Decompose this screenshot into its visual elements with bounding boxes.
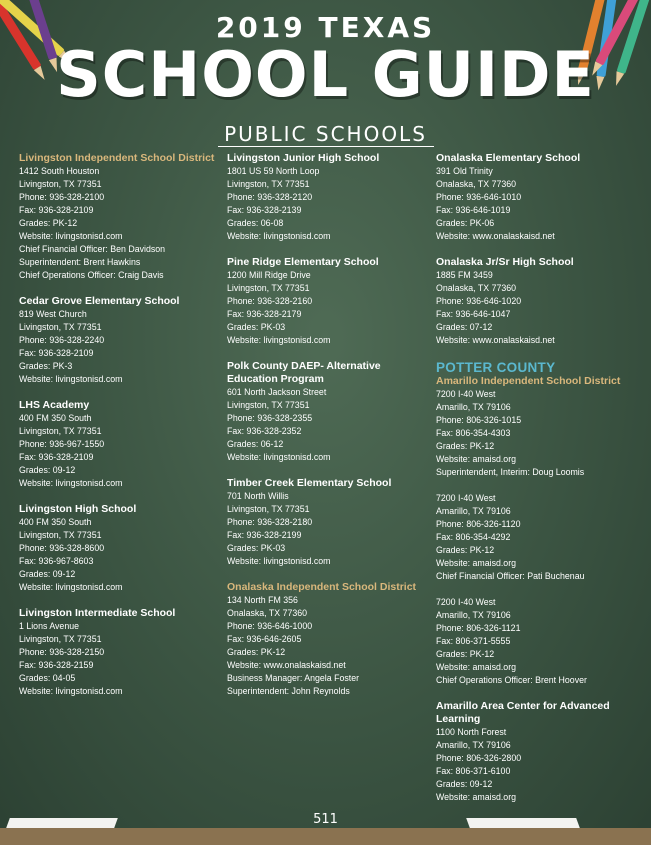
entry-detail-line: Phone: 936-328-2355 — [227, 413, 313, 423]
school-name: Cedar Grove Elementary School — [19, 295, 180, 307]
school-name: LHS Academy — [19, 399, 90, 411]
school-entry — [19, 152, 224, 282]
school-name: Amarillo Area Center for Advanced Learning — [436, 700, 610, 725]
entry-detail-line: Fax: 936-328-2109 — [19, 452, 94, 462]
entry-detail-line: 1100 North Forest — [436, 727, 507, 737]
chalkboard-ledge — [0, 828, 651, 845]
entry-detail-line: Livingston, TX 77351 — [19, 634, 102, 644]
entry-detail-line: Grades: 07-12 — [436, 322, 493, 332]
entry-detail-line: Phone: 936-646-1020 — [436, 296, 522, 306]
entry-detail-line: Grades: PK-12 — [436, 441, 495, 451]
entry-detail-line: Phone: 936-328-2240 — [19, 335, 105, 345]
district-name: Amarillo Independent School District — [436, 375, 621, 387]
entry-detail-line: Website: livingstonisd.com — [227, 452, 331, 462]
entry-detail-line: Chief Financial Officer: Pati Buchenau — [436, 571, 585, 581]
entry-detail-line: Fax: 806-354-4303 — [436, 428, 511, 438]
entry-detail-line: Amarillo, TX 79106 — [436, 610, 511, 620]
school-entry — [436, 596, 641, 687]
entry-detail-line: Amarillo, TX 79106 — [436, 402, 511, 412]
entry-detail-line: Phone: 806-326-1121 — [436, 623, 521, 633]
entry-detail-line: Chief Financial Officer: Ben Davidson — [19, 244, 166, 254]
column-3 — [436, 152, 641, 817]
entry-detail-line: Onalaska, TX 77360 — [436, 179, 517, 189]
entry-detail-line: Amarillo, TX 79106 — [436, 740, 511, 750]
entry-detail-line: Grades: 09-12 — [19, 465, 76, 475]
entry-detail-line: Website: livingstonisd.com — [227, 231, 331, 241]
page-number: 511 — [313, 812, 338, 827]
entry-detail-line: Livingston, TX 77351 — [19, 179, 102, 189]
school-entry — [19, 399, 224, 490]
school-entry — [19, 295, 224, 386]
county-heading: POTTER COUNTY — [436, 360, 556, 375]
entry-detail-line: Phone: 806-326-1120 — [436, 519, 521, 529]
section-subtitle: PUBLIC SCHOOLS — [224, 122, 427, 146]
entry-detail-line: Website: amaisd.org — [436, 558, 517, 568]
entry-detail-line: Grades: PK-12 — [227, 647, 286, 657]
entry-detail-line: Grades: 06-12 — [227, 439, 284, 449]
entry-detail-line: 1412 South Houston — [19, 166, 100, 176]
entry-detail-line: 391 Old Trinity — [436, 166, 493, 176]
school-entry — [436, 256, 641, 347]
entry-detail-line: Fax: 936-328-2352 — [227, 426, 302, 436]
subtitle-underline — [218, 146, 434, 147]
school-name: Livingston Junior High School — [227, 152, 380, 164]
entry-detail-line: Onalaska, TX 77360 — [436, 283, 517, 293]
entry-detail-line: Website: livingstonisd.com — [19, 582, 123, 592]
school-name: Onalaska Jr/Sr High School — [436, 256, 574, 268]
entry-detail-line: 601 North Jackson Street — [227, 387, 327, 397]
chalk-piece-left — [6, 818, 118, 828]
entry-detail-line: Chief Operations Officer: Brent Hoover — [436, 675, 587, 685]
entry-detail-line: Website: livingstonisd.com — [19, 374, 123, 384]
entry-detail-line: 7200 I-40 West — [436, 493, 496, 503]
entry-detail-line: 7200 I-40 West — [436, 597, 496, 607]
entry-detail-line: Grades: 09-12 — [436, 779, 493, 789]
entry-detail-line: Website: www.onalaskaisd.net — [436, 231, 555, 241]
entry-detail-line: Phone: 806-326-1015 — [436, 415, 522, 425]
school-entry — [436, 492, 641, 583]
entry-detail-line: Chief Operations Officer: Craig Davis — [19, 270, 164, 280]
entry-detail-line: Fax: 936-328-2159 — [19, 660, 94, 670]
school-name: Livingston High School — [19, 503, 137, 515]
entry-detail-line: Phone: 936-967-1550 — [19, 439, 105, 449]
entry-detail-line: 7200 I-40 West — [436, 389, 496, 399]
school-entry — [227, 360, 432, 464]
school-entry — [436, 360, 641, 479]
entry-detail-line: Phone: 936-328-8600 — [19, 543, 105, 553]
entry-detail-line: Fax: 936-646-1047 — [436, 309, 511, 319]
entry-detail-line: Livingston, TX 77351 — [19, 426, 102, 436]
entry-detail-line: Amarillo, TX 79106 — [436, 506, 511, 516]
entry-detail-line: Grades: PK-12 — [436, 545, 495, 555]
entry-detail-line: Livingston, TX 77351 — [19, 530, 102, 540]
school-name: Pine Ridge Elementary School — [227, 256, 379, 268]
entry-detail-line: Website: livingstonisd.com — [19, 478, 123, 488]
entry-detail-line: Fax: 936-328-2109 — [19, 205, 94, 215]
entry-detail-line: 400 FM 350 South — [19, 517, 92, 527]
entry-detail-line: Grades: 09-12 — [19, 569, 76, 579]
entry-detail-line: Phone: 936-646-1010 — [436, 192, 522, 202]
entry-detail-line: Fax: 936-328-2109 — [19, 348, 94, 358]
chalk-piece-right — [466, 818, 580, 828]
school-entry — [19, 607, 224, 698]
district-name: Onalaska Independent School District — [227, 581, 417, 593]
entry-detail-line: Grades: PK-3 — [19, 361, 73, 371]
entry-detail-line: Phone: 936-328-2100 — [19, 192, 105, 202]
school-name: Onalaska Elementary School — [436, 152, 581, 164]
entry-detail-line: Grades: PK-03 — [227, 322, 286, 332]
entry-detail-line: Website: amaisd.org — [436, 662, 517, 672]
entry-detail-line: Livingston, TX 77351 — [227, 283, 310, 293]
entry-detail-line: Website: www.onalaskaisd.net — [227, 660, 346, 670]
entry-detail-line: Phone: 806-326-2800 — [436, 753, 522, 763]
entry-detail-line: Phone: 936-328-2120 — [227, 192, 313, 202]
school-entry — [227, 477, 432, 568]
entry-detail-line: Grades: 04-05 — [19, 673, 76, 683]
entry-detail-line: Website: www.onalaskaisd.net — [436, 335, 555, 345]
entry-detail-line: Phone: 936-328-2160 — [227, 296, 313, 306]
entry-detail-line: Grades: PK-03 — [227, 543, 286, 553]
column-1 — [19, 152, 224, 711]
entry-detail-line: Livingston, TX 77351 — [227, 400, 310, 410]
entry-detail-line: Superintendent: John Reynolds — [227, 686, 350, 696]
school-name: Livingston Intermediate School — [19, 607, 176, 619]
entry-detail-line: 1200 Mill Ridge Drive — [227, 270, 311, 280]
entry-detail-line: Fax: 936-646-1019 — [436, 205, 511, 215]
entry-detail-line: Website: livingstonisd.com — [227, 556, 331, 566]
page-header — [0, 8, 651, 111]
school-entry — [19, 503, 224, 594]
school-entry — [227, 581, 432, 698]
entry-detail-line: Livingston, TX 77351 — [19, 322, 102, 332]
entry-detail-line: 701 North Willis — [227, 491, 289, 501]
entry-detail-line: Fax: 936-328-2199 — [227, 530, 302, 540]
entry-detail-line: Fax: 806-371-6100 — [436, 766, 511, 776]
entry-detail-line: Grades: PK-12 — [19, 218, 78, 228]
entry-detail-line: Fax: 936-328-2139 — [227, 205, 302, 215]
entry-detail-line: Phone: 936-646-1000 — [227, 621, 313, 631]
entry-detail-line: Superintendent: Brent Hawkins — [19, 257, 141, 267]
entry-detail-line: Onalaska, TX 77360 — [227, 608, 308, 618]
school-entry — [227, 152, 432, 243]
entry-detail-line: Website: livingstonisd.com — [227, 335, 331, 345]
school-name: Polk County DAEP- Alternative — [227, 360, 381, 372]
entry-detail-line: 1 Lions Avenue — [19, 621, 80, 631]
entry-detail-line: Grades: 06-08 — [227, 218, 284, 228]
entry-detail-line: Phone: 936-328-2150 — [19, 647, 105, 657]
column-2 — [227, 152, 432, 711]
year-title: 2019 TEXAS — [215, 11, 436, 44]
entry-detail-line: Grades: PK-06 — [436, 218, 495, 228]
entry-detail-line: Website: livingstonisd.com — [19, 686, 123, 696]
district-name: Livingston Independent School District — [19, 152, 215, 164]
entry-detail-line: 134 North FM 356 — [227, 595, 298, 605]
entry-detail-line: Fax: 806-371-5555 — [436, 636, 511, 646]
entry-detail-line: Fax: 936-967-8603 — [19, 556, 94, 566]
entry-detail-line: Website: livingstonisd.com — [19, 231, 123, 241]
entry-detail-line: Fax: 936-328-2179 — [227, 309, 302, 319]
school-entry — [436, 700, 641, 804]
school-name: Education Program — [227, 373, 324, 385]
entry-detail-line: Fax: 806-354-4292 — [436, 532, 511, 542]
entry-detail-line: Phone: 936-328-2180 — [227, 517, 313, 527]
entry-detail-line: Website: amaisd.org — [436, 792, 517, 802]
school-entry — [436, 152, 641, 243]
entry-detail-line: Livingston, TX 77351 — [227, 179, 310, 189]
entry-detail-line: 1801 US 59 North Loop — [227, 166, 320, 176]
main-title: SCHOOL GUIDE — [56, 38, 595, 111]
school-name: Timber Creek Elementary School — [227, 477, 392, 489]
entry-detail-line: Business Manager: Angela Foster — [227, 673, 360, 683]
school-entry — [227, 256, 432, 347]
entry-detail-line: Superintendent, Interim: Doug Loomis — [436, 467, 585, 477]
entry-detail-line: 1885 FM 3459 — [436, 270, 493, 280]
entry-detail-line: Website: amaisd.org — [436, 454, 517, 464]
entry-detail-line: 819 West Church — [19, 309, 87, 319]
entry-detail-line: Livingston, TX 77351 — [227, 504, 310, 514]
entry-detail-line: Grades: PK-12 — [436, 649, 495, 659]
entry-detail-line: Fax: 936-646-2605 — [227, 634, 302, 644]
entry-detail-line: 400 FM 350 South — [19, 413, 92, 423]
